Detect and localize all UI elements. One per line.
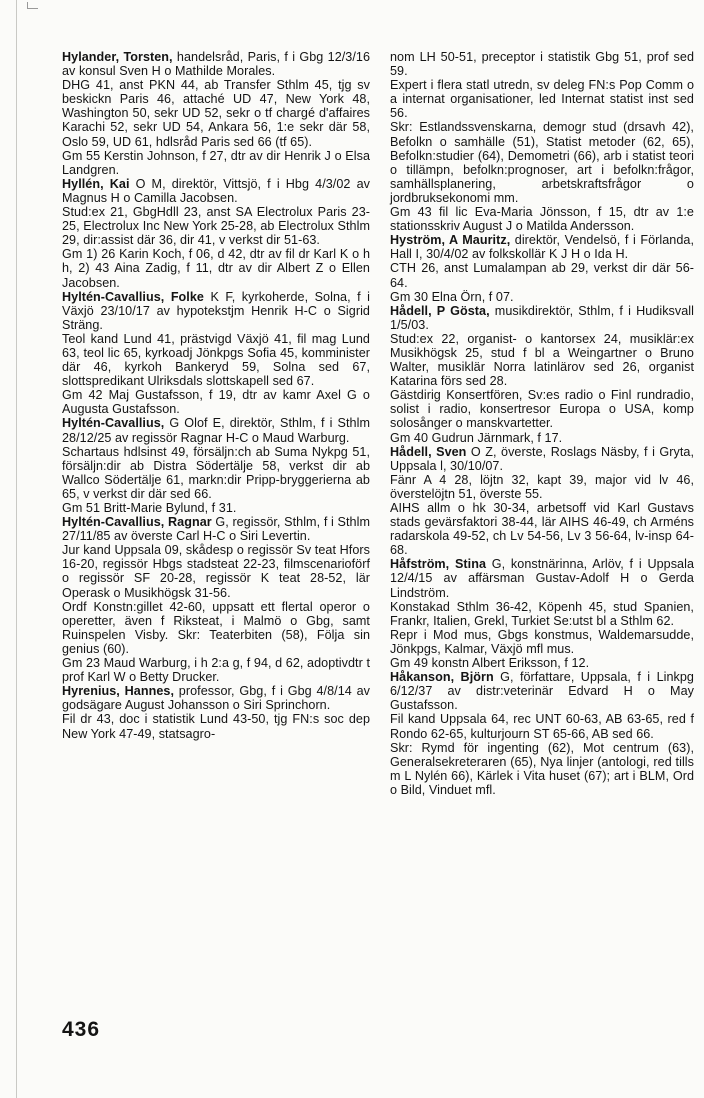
entry-intro-text: O Z, överste, Roslags Näsby, f i Gryta, Uppsala l, 30/10/07.: [390, 444, 695, 473]
entry-paragraph: CTH 26, anst Lumalampan ab 29, verkst dir där 56-64.: [390, 261, 694, 290]
entry-paragraph: Jur kand Uppsala 09, skådesp o regissör Sv teat Hfors 16-20, regissör Hbgs stadsteat 22-23, filmscenarioförf o regissör SF 20-28, regissör K teat 28-52, lär Operask o Musikhögsk 31-56.: [62, 543, 370, 600]
entry-intro: [390, 304, 694, 332]
biography-entry: [62, 416, 370, 515]
left-column: [62, 50, 370, 741]
entry-paragraph: Gm 1) 26 Karin Koch, f 06, d 42, dtr av fil dr Karl K o h h, 2) 43 Aina Zadig, f 11, dtr av dir Albert Z o Ellen Jacobsen.: [62, 247, 370, 290]
entry-intro: [62, 416, 370, 444]
entry-intro-text: K F, kyrkoherde, Solna, f i Växjö 23/10/17 av hypotekstjm Henrik H-C o Sigrid Sträng.: [62, 289, 370, 332]
entry-intro: [390, 233, 694, 261]
entry-intro: [390, 50, 694, 78]
entry-headword: Håkanson, Björn: [390, 670, 494, 685]
entry-intro-text: O M, direktör, Vittsjö, f i Hbg 4/3/02 av Magnus H o Camilla Jacobsen.: [62, 176, 370, 205]
entry-paragraph: Gm 43 fil lic Eva-Maria Jönsson, f 15, dtr av 1:e stationsskriv August J o Matilda Andersson.: [390, 205, 694, 234]
entry-intro-text: musikdirektör, Sthlm, f i Hudiksvall 1/5/03.: [390, 303, 694, 332]
page-number: 436: [62, 1018, 101, 1041]
entry-intro-text: nom LH 50-51, preceptor i statistik Gbg 51, prof sed 59.: [390, 50, 694, 79]
entry-paragraph: Ordf Konstn:gillet 42-60, uppsatt ett flertal operor o operetter, även f Riksteat, i Malmö o Gbg, samt Ruinspelen Visby. Skr: Teaterbiten (58), Följa sin genius (60).: [62, 599, 370, 656]
entry-intro-text: professor, Gbg, f i Gbg 4/8/14 av godsägare August Johansson o Siri Sprinchorn.: [62, 684, 371, 713]
entry-intro: [62, 290, 370, 332]
biography-entry: [390, 557, 694, 670]
entry-paragraph: Fänr A 4 28, löjtn 32, kapt 39, major vid lv 46, överstelöjtn 51, överste 55.: [390, 472, 694, 501]
entry-paragraph: Fil dr 43, doc i statistik Lund 43-50, tjg FN:s soc dep New York 47-49, statsagro-: [62, 712, 370, 741]
entry-paragraph: Gm 42 Maj Gustafsson, f 19, dtr av kamr Axel G o Augusta Gustafsson.: [62, 388, 370, 417]
right-column: [390, 50, 694, 797]
entry-headword: Hyltén-Cavallius, Ragnar: [62, 515, 212, 530]
entry-headword: Håfström, Stina: [390, 557, 487, 572]
entry-intro-text: direktör, Vendelsö, f i Förlanda, Hall I, 30/4/02 av folkskollär K J H o Ida H.: [390, 233, 694, 262]
page-margin-line: [16, 0, 17, 1098]
entry-headword: Hådell, P Gösta,: [390, 303, 490, 318]
entry-headword: Hylander, Torsten,: [62, 50, 173, 64]
entry-paragraph: Fil kand Uppsala 64, rec UNT 60-63, AB 63-65, red f Rondo 62-65, kulturjourn ST 65-66, AB sed 66.: [390, 712, 694, 741]
entry-intro-text: G, regissör, Sthlm, f i Sthlm 27/11/85 av överste Carl H-C o Siri Levertin.: [62, 515, 371, 544]
biography-entry: [390, 233, 694, 303]
entry-headword: Hyllén, Kai: [62, 176, 130, 191]
entry-paragraph: Stud:ex 21, GbgHdll 23, anst SA Electrolux Paris 23-25, Electrolux Inc New York 25-28, ab Electrolux Sthlm 29, dir:assist där 36, dir 41, v verkst dir 51-63.: [62, 205, 370, 248]
biography-entry: [62, 290, 370, 417]
entry-paragraph: Teol kand Lund 41, prästvigd Växjö 41, fil mag Lund 63, teol lic 65, kyrkoadj Jönkpgs Sofia 45, komminister där 46, kyrkoh Bankeryd 59, Solna sed 67, slottspredikant Ulriksdals slottskapell sed 67.: [62, 331, 370, 389]
entry-intro-text: G, författare, Uppsala, f i Linkpg 6/12/37 av distr:veterinär Edvard H o May Gustafsson.: [390, 670, 694, 713]
entry-paragraph: Gm 55 Kerstin Johnson, f 27, dtr av dir Henrik J o Elsa Landgren.: [62, 148, 370, 177]
entry-intro: [390, 670, 694, 712]
entry-paragraph: Skr: Rymd för ingenting (62), Mot centrum (63), Generalsekreteraren (65), Nya linjer (antologi, red tills m L Nylén 66), Kärlek i Vita huset (67); art i BLM, Ord o Bild, Vinduet mfl.: [390, 740, 694, 797]
entry-paragraph: Gästdirig Konsertfören, Sv:es radio o Finl rundradio, solist i radio, konsertresor Europa o USA, komp solosånger o manskvartetter.: [390, 388, 694, 431]
biography-entry: [62, 50, 370, 177]
entry-headword: Hyltén-Cavallius, Folke: [62, 289, 204, 304]
biography-entry: [390, 670, 694, 797]
entry-paragraph: Gm 40 Gudrun Järnmark, f 17.: [390, 430, 563, 445]
entry-intro: [390, 557, 694, 599]
crop-mark: [27, 2, 38, 9]
entry-paragraph: Gm 49 konstn Albert Eriksson, f 12.: [390, 656, 590, 671]
entry-paragraph: Gm 30 Elna Örn, f 07.: [390, 289, 514, 304]
entry-paragraph: Gm 23 Maud Warburg, i h 2:a g, f 94, d 62, adoptivdtr t prof Karl W o Betty Drucker.: [62, 656, 370, 685]
biography-entry: [390, 304, 694, 445]
biography-entry: [62, 684, 370, 740]
entry-paragraph: Schartaus hdlsinst 49, försäljn:ch ab Suma Nykpg 51, försäljn:dir ab Distra Södertälje 58, verkst dir ab Wallco Södertälje 61, markn:dir Pripp-bryggerierna ab 65, v verkst dir där sed 66.: [62, 444, 370, 501]
entry-intro: [62, 177, 370, 205]
biography-entry: [62, 177, 370, 290]
entry-paragraph: Skr: Estlandssvenskarna, demogr stud (drsavh 42), Befolkn o samhälle (51), Statist metoder (62, 65), Befolkn:studier (64), Demometri (66), arb i statist teori o tillämpn, befolkn:prognoser, art i befolkn:frågor, samhällsplanering, arbetskraftsfrågor o jordbruksekonomi mm.: [390, 120, 694, 205]
entry-paragraph: Konstakad Sthlm 36-42, Köpenh 45, stud Spanien, Frankr, Italien, Grekl, Turkiet Se:utst bl a Sthlm 62.: [390, 599, 694, 628]
entry-paragraph: Repr i Mod mus, Gbgs konstmus, Waldemarsudde, Jönkpgs, Kalmar, Växjö mfl mus.: [390, 627, 694, 656]
biography-entry: [62, 515, 370, 684]
entry-intro: [62, 50, 370, 78]
entry-intro-text: handelsråd, Paris, f i Gbg 12/3/16 av konsul Sven H o Mathilde Morales.: [62, 50, 371, 79]
entry-paragraph: AIHS allm o hk 30-34, arbetsoff vid Karl Gustavs stads gevärsfaktori 38-44, lär AIHS 46-49, ch Arméns radarskola 49-52, ch Lv 54-56, Lv 3 56-64, lv-insp 64-68.: [390, 501, 694, 558]
entry-headword: Hådell, Sven: [390, 444, 467, 459]
entry-paragraph: Expert i flera statl utredn, sv deleg FN:s Pop Comm o a internat organisationer, led Internat statist inst sed 56.: [390, 78, 694, 121]
entry-intro: [62, 684, 370, 712]
biography-entry: [390, 445, 694, 558]
entry-intro-text: G Olof E, direktör, Sthlm, f i Sthlm 28/12/25 av regissör Ragnar H-C o Maud Warburg.: [62, 416, 370, 445]
entry-headword: Hyström, A Mauritz,: [390, 233, 511, 248]
entry-intro-text: G, konstnärinna, Arlöv, f i Uppsala 12/4/15 av affärsman Gustav-Adolf H o Gerda Lindström.: [390, 557, 695, 600]
entry-paragraph: DHG 41, anst PKN 44, ab Transfer Sthlm 45, tjg sv beskickn Paris 46, attaché UD 47, New York 48, Washington 50, sekr UD 52, sekr o tf chargé d'affaires Karachi 52, sekr UD 54, Ankara 56, 1:e sekr där 58, Oslo 59, UD 61, hdlsråd Paris sed 66 (tf 65).: [62, 78, 370, 149]
entry-intro: [390, 445, 694, 473]
entry-intro: [62, 515, 370, 543]
entry-headword: Hyrenius, Hannes,: [62, 684, 174, 699]
entry-headword: Hyltén-Cavallius,: [62, 416, 165, 431]
entry-paragraph: Gm 51 Britt-Marie Bylund, f 31.: [62, 501, 237, 515]
biography-entry: [390, 50, 694, 233]
entry-paragraph: Stud:ex 22, organist- o kantorsex 24, musiklär:ex Musikhögsk 25, stud f bl a Weingartner o Bruno Walter, musiklär Norra latinlärov sed 26, organist Katarina förs sed 28.: [390, 331, 694, 389]
